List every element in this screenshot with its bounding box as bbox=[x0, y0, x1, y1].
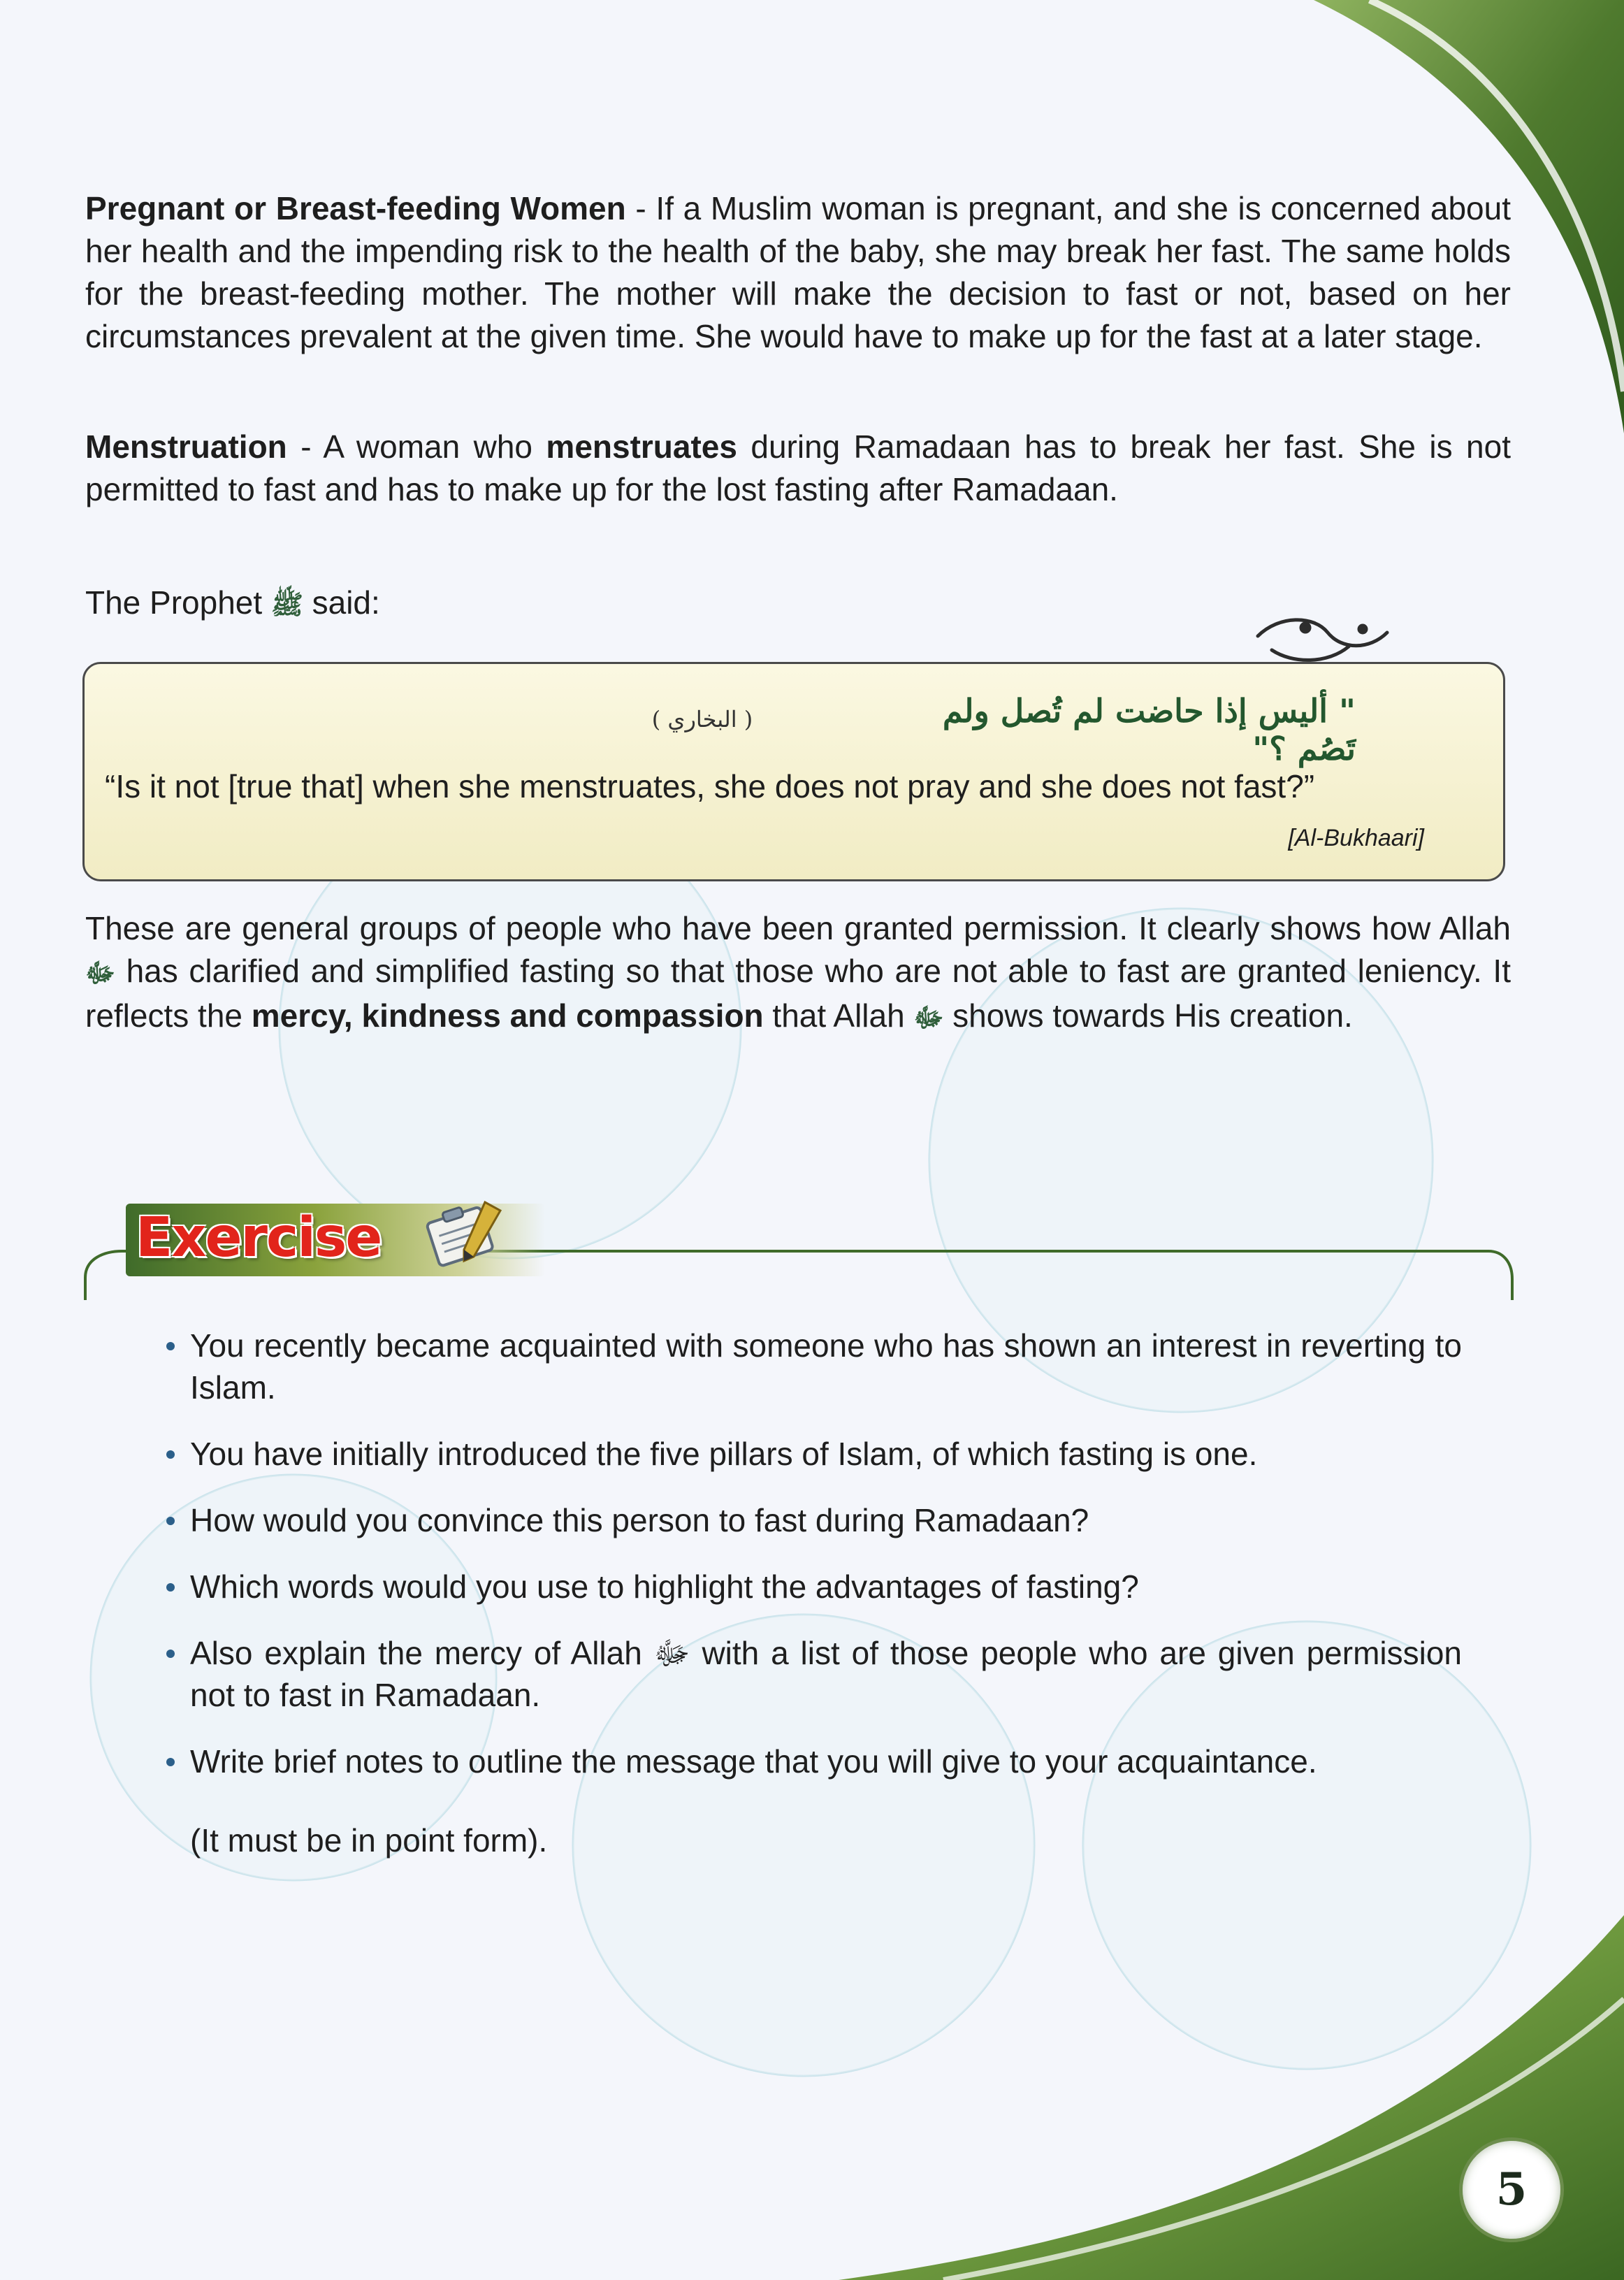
paragraph-pregnant-women bbox=[85, 187, 1511, 358]
exercise-bullet-list bbox=[162, 1325, 1462, 1807]
hadith-reference: [Al-Bukhaari] bbox=[1288, 825, 1424, 851]
text-pregnant: - If a Muslim woman is pregnant, and she is concerned about her health and the impending risk to the health of the baby, she may break her fast. The same holds for the breast-feeding mother. The mother will make the decision to fast or not, based on her circumstances prevalent at the given time. She would have to make up for the fast at a later stage. bbox=[85, 190, 1511, 354]
page-number: 5 bbox=[1459, 2137, 1564, 2242]
paragraph-general-groups bbox=[85, 907, 1511, 1039]
exercise-bullet-3: How would you convince this person to fast during Ramadaan? bbox=[162, 1499, 1462, 1541]
clipboard-pencil-icon bbox=[418, 1197, 516, 1274]
exercise-bullet-4: Which words would you use to highlight the advantages of fasting? bbox=[162, 1566, 1462, 1608]
text-general-4: shows towards His creation. bbox=[943, 997, 1353, 1034]
exercise-bullet-5: Also explain the mercy of Allah ﷻ with a list of those people who are given permission not to fast in Ramadaan. bbox=[162, 1632, 1462, 1716]
emph-menstruates: menstruates bbox=[546, 428, 737, 465]
paragraph-prophet-said bbox=[85, 582, 1511, 626]
text-menstruation-2: during Ramadaan has to break her fast. She is not permitted to fast and has to make up for the lost fasting after Ramadaan. bbox=[85, 428, 1511, 507]
text-prophet-1: The Prophet bbox=[85, 584, 271, 621]
exercise-bullet-2: You have initially introduced the five pillars of Islam, of which fasting is one. bbox=[162, 1433, 1462, 1475]
heading-menstruation: Menstruation bbox=[85, 428, 287, 465]
hadith-arabic: " أليس إذا حاضت لم تُصل ولم تَصُم ؟" bbox=[942, 692, 1356, 767]
hadith-arabic-source: ( البخاري ) bbox=[651, 706, 753, 733]
exercise-bullet-6: Write brief notes to outline the message that you will give to your acquaintance. bbox=[162, 1740, 1462, 1782]
text-menstruation-1: - A woman who bbox=[287, 428, 546, 465]
exercise-bullet-1: You recently became acquainted with someone who has shown an interest in reverting to Islam. bbox=[162, 1325, 1462, 1408]
text-general-2: has clarified and simplified fasting so that those who are not able to fast are granted leniency. It reflects the bbox=[85, 953, 1511, 1034]
exercise-title: Exercise bbox=[136, 1206, 382, 1269]
allah-glyph-icon: ﷻ bbox=[85, 958, 115, 988]
allah-glyph-icon: ﷻ bbox=[913, 1002, 944, 1033]
exercise-note: (It must be in point form). bbox=[190, 1822, 548, 1859]
salawat-honorific-icon: ﷺ bbox=[270, 589, 303, 620]
text-general-3: that Allah bbox=[763, 997, 914, 1034]
hadith-english: “Is it not [true that] when she menstruates, she does not pray and she does not fast?” bbox=[105, 768, 1315, 805]
emph-mercy: mercy, kindness and compassion bbox=[251, 997, 764, 1034]
text-prophet-2: said: bbox=[303, 584, 380, 621]
paragraph-menstruation bbox=[85, 426, 1511, 511]
text-general-1: These are general groups of people who have been granted permission. It clearly shows how Allah bbox=[85, 910, 1511, 946]
heading-pregnant: Pregnant or Breast-feeding Women bbox=[85, 190, 626, 226]
